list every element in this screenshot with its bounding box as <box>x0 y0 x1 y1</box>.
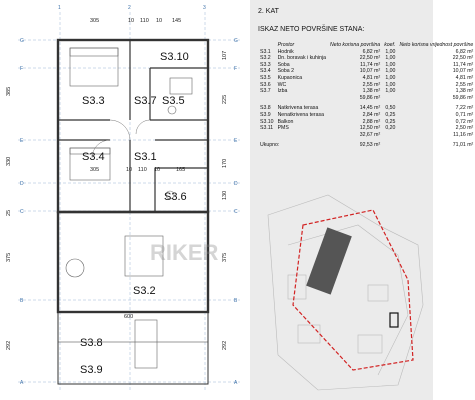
axis-row-a: A <box>20 380 24 386</box>
axis-row-b: B <box>20 298 24 304</box>
dim-mid-1: 305 <box>90 167 100 173</box>
table-row: S3.11 PMS 12,50 m² 0,20 2,50 m² <box>260 125 474 132</box>
unit-marker <box>390 313 398 327</box>
table-row: S3.9 Nenatkrivena terasa 2,84 m² 0,25 0,71 m² <box>260 111 474 118</box>
room-label-s3-7: S3.7 <box>134 95 157 107</box>
svg-text:B: B <box>234 298 238 304</box>
dim-right-2: 225 <box>222 94 228 104</box>
watermark: RIKER <box>150 240 219 265</box>
svg-text:G: G <box>234 38 238 44</box>
table-row: S3.3 Soba 11,74 m² 1,00 11,74 m² <box>260 61 474 68</box>
dim-right-5: 292 <box>222 340 228 350</box>
table-row: S3.7 Izba 1,38 m² 1,00 1,38 m² <box>260 88 474 95</box>
dim-left-1: 385 <box>6 86 12 96</box>
dim-mid-3: 110 <box>138 167 147 173</box>
room-label-s3-9: S3.9 <box>80 364 103 376</box>
table-title: ISKAZ NETO POVRŠINE STANA: <box>258 26 365 33</box>
svg-text:D: D <box>234 181 238 187</box>
axis-row-c: C <box>20 209 24 215</box>
site-context <box>268 195 423 390</box>
room-label-s3-5: S3.5 <box>162 95 185 107</box>
dim-mid-2: 10 <box>126 167 133 173</box>
axis-col-2: 2 <box>128 5 131 11</box>
axis-row-d: D <box>20 181 24 187</box>
room-label-s3-4: S3.4 <box>82 151 105 163</box>
table-row: S3.8 Natkrivena terasa 14,45 m² 0,50 7,22 m² <box>260 105 474 112</box>
dim-left-4: 292 <box>6 340 12 350</box>
dim-bottom: 600 <box>124 314 134 320</box>
header-space: Prostor <box>277 42 295 48</box>
table-row: S3.5 Kupaonica 4,81 m² 1,00 4,81 m² <box>260 74 474 81</box>
svg-text:F: F <box>234 66 238 72</box>
dim-right-3: 170 <box>222 158 228 168</box>
room-label-s3-1: S3.1 <box>134 151 157 163</box>
dim-top-1: 305 <box>90 18 100 24</box>
dim-top-2: 10 <box>128 18 135 24</box>
axis-row-g: G <box>20 38 24 44</box>
axis-col-1: 1 <box>58 5 61 11</box>
header-net-value: Neto korisna vrijednost površine <box>399 42 474 48</box>
table-row: S3.1 Hodnik 6,82 m² 1,00 6,82 m² <box>260 48 474 55</box>
subtotal-row: 32,67 m² 11,16 m² <box>359 131 474 138</box>
site-plan <box>258 185 428 395</box>
header-coef: koef. <box>384 42 396 48</box>
axis-col-3: 3 <box>203 5 206 11</box>
svg-text:C: C <box>234 209 238 215</box>
table-row: S3.2 Dn. boravak i kuhinja 22,50 m² 1,00 22,50 m² <box>260 55 474 62</box>
axis-row-f: F <box>20 66 24 72</box>
svg-text:E: E <box>234 138 238 144</box>
dim-left-5: 25 <box>6 209 12 216</box>
svg-text:A: A <box>234 380 238 386</box>
subtotal-row: 59,86 m² 59,86 m² <box>359 94 474 101</box>
axis-row-e: E <box>20 138 24 144</box>
dim-mid-4: 10 <box>154 167 161 173</box>
dim-mid-5: 165 <box>176 167 186 173</box>
building-footprint <box>306 227 352 294</box>
walls <box>58 40 208 312</box>
room-label-s3-8: S3.8 <box>80 337 103 349</box>
dim-right-1: 107 <box>222 50 228 60</box>
total-row: Ukupno: 92,53 m² 71,01 m² <box>260 142 474 149</box>
dim-right-4: 375 <box>222 252 228 262</box>
dim-right-6: 130 <box>222 190 228 200</box>
table-row: S3.6 WC 2,55 m² 1,00 2,55 m² <box>260 81 474 88</box>
table-row: S3.4 Soba 2 10,07 m² 1,00 10,07 m² <box>260 68 474 75</box>
dim-top-3: 110 <box>140 18 149 24</box>
room-label-s3-2: S3.2 <box>133 285 156 297</box>
axis-grid <box>18 12 240 392</box>
dim-top-5: 145 <box>172 18 182 24</box>
table-row: S3.10 Balkon 2,88 m² 0,25 0,72 m² <box>260 118 474 125</box>
room-label-s3-6: S3.6 <box>164 191 187 203</box>
header-net-area: Neto korisna površina <box>330 42 381 48</box>
area-table <box>258 42 475 149</box>
site-boundary <box>293 210 413 370</box>
dim-left-3: 375 <box>6 252 12 262</box>
room-label-s3-10: S3.10 <box>160 51 189 63</box>
floor-label: 2. KAT <box>258 8 279 15</box>
dim-left-2: 330 <box>6 156 12 166</box>
dim-top-4: 10 <box>156 18 163 24</box>
room-label-s3-3: S3.3 <box>82 95 105 107</box>
